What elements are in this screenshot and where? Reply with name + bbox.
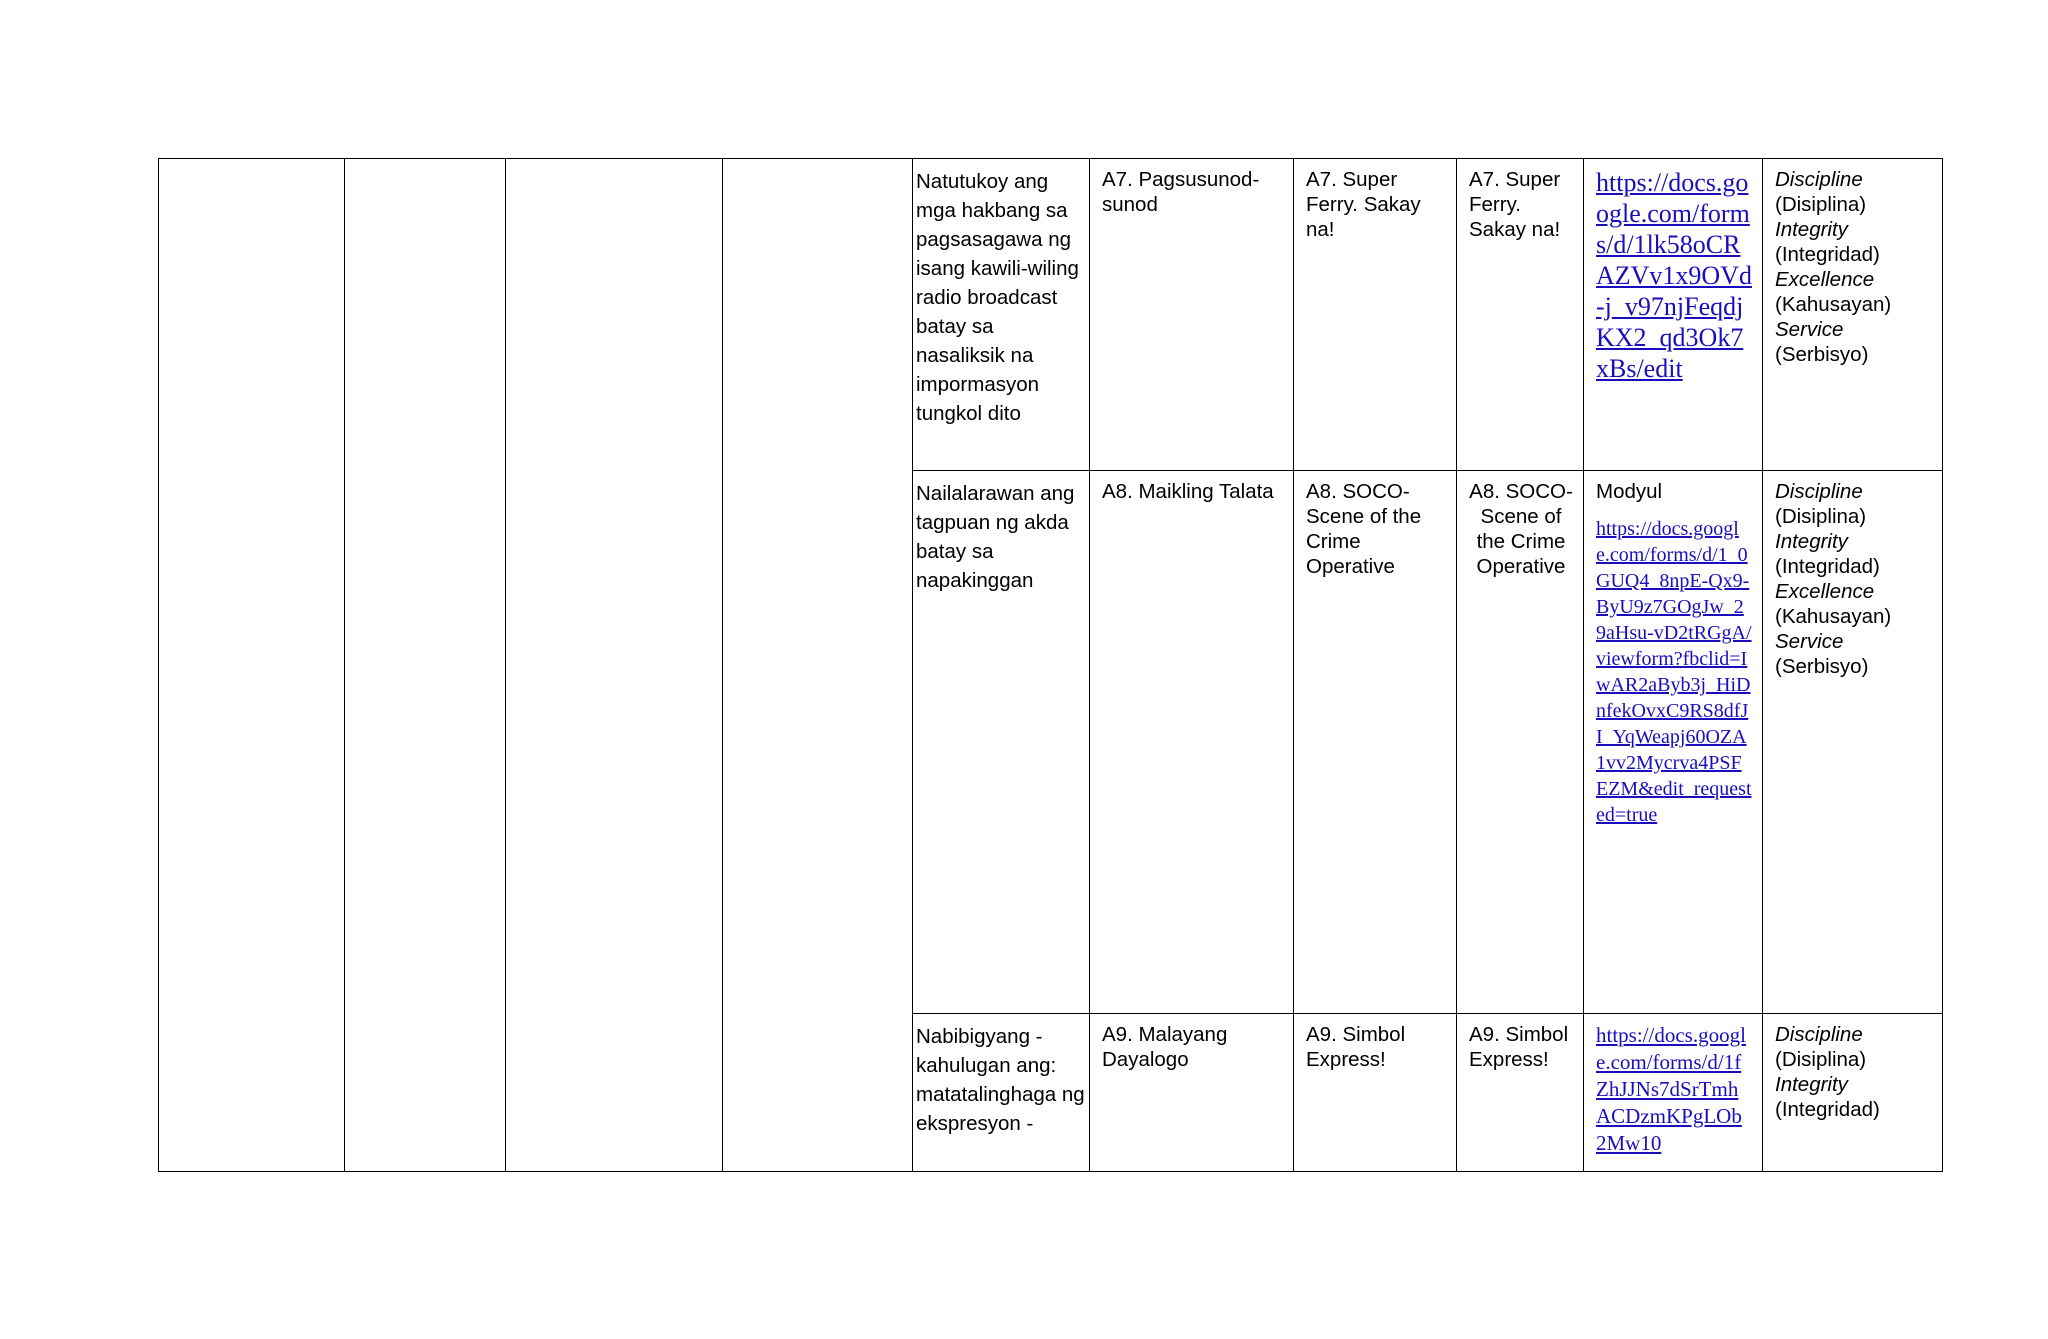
value-fil: (Disiplina): [1775, 1048, 1867, 1071]
value-item: [1775, 629, 1932, 654]
empty-cell-col2: [345, 159, 506, 1172]
value-en: Integrity: [1775, 1073, 1848, 1096]
col7-cell: [1294, 471, 1457, 1014]
col7-cell: [1294, 159, 1457, 471]
col7-text: A9. Simbol Express!: [1306, 1023, 1406, 1071]
resource-link[interactable]: https://docs.google.com/forms/d/1fZhJJNs7dSrTmhACDzmKPgLOb2Mw10: [1596, 1023, 1746, 1155]
col8-cell: [1457, 1014, 1584, 1172]
value-en: Excellence: [1775, 580, 1875, 603]
value-item: [1775, 1072, 1932, 1097]
value-item: [1775, 292, 1932, 317]
col7-text: A7. Super Ferry. Sakay na!: [1306, 168, 1421, 241]
value-item: [1775, 242, 1932, 267]
values-cell: [1763, 159, 1943, 471]
value-item: [1775, 342, 1932, 367]
col8-cell: [1457, 471, 1584, 1014]
value-item: [1775, 192, 1932, 217]
value-item: [1775, 317, 1932, 342]
value-fil: (Disiplina): [1775, 505, 1867, 528]
resource-link[interactable]: https://docs.google.com/forms/d/1_0GUQ4_8npE-Qx9-ByU9z7GOgJw_29aHsu-vD2tRGgA/viewform?fbclid=IwAR2aByb3j_HiDnfekOvxC9RS8dfJI_YqWeapj60OZA1vv2Mycrva4PSFEZM&edit_requested=true: [1596, 518, 1752, 826]
resource-label: Modyul: [1596, 480, 1663, 503]
col8-text: A8. SOCO-Scene of the Crime Operative: [1469, 480, 1573, 578]
table-row: [159, 159, 1943, 471]
value-fil: (Serbisyo): [1775, 343, 1869, 366]
resource-link[interactable]: https://docs.google.com/forms/d/1lk58oCRAZVv1x9OVd-j_v97njFeqdjKX2_qd3Ok7xBs/edit: [1596, 168, 1752, 383]
value-item: [1775, 1047, 1932, 1072]
empty-cell-col3: [506, 159, 723, 1172]
empty-cell-col1: [159, 159, 345, 1172]
value-fil: (Kahusayan): [1775, 293, 1892, 316]
value-item: [1775, 479, 1932, 504]
value-en: Service: [1775, 630, 1844, 653]
objective-cell: [913, 1014, 1090, 1172]
value-en: Integrity: [1775, 530, 1848, 553]
value-item: [1775, 529, 1932, 554]
value-item: [1775, 654, 1932, 679]
value-item: [1775, 554, 1932, 579]
value-item: [1775, 217, 1932, 242]
values-cell: [1763, 1014, 1943, 1172]
value-en: Service: [1775, 318, 1844, 341]
activity-cell: [1090, 1014, 1294, 1172]
value-item: [1775, 504, 1932, 529]
value-fil: (Disiplina): [1775, 193, 1867, 216]
value-item: [1775, 167, 1932, 192]
value-item: [1775, 579, 1932, 604]
lesson-plan-table: [158, 158, 1943, 1172]
objective-text: Nailalarawan ang tagpuan ng akda batay sa napakinggan: [916, 482, 1075, 592]
value-fil: (Integridad): [1775, 1098, 1880, 1121]
resource-cell: [1584, 159, 1763, 471]
col8-text: A9. Simbol Express!: [1469, 1023, 1569, 1071]
activity-cell: [1090, 159, 1294, 471]
value-fil: (Serbisyo): [1775, 655, 1869, 678]
value-en: Integrity: [1775, 218, 1848, 241]
resource-cell: [1584, 1014, 1763, 1172]
values-cell: [1763, 471, 1943, 1014]
value-fil: (Integridad): [1775, 243, 1880, 266]
value-item: [1775, 267, 1932, 292]
value-item: [1775, 604, 1932, 629]
activity-cell: [1090, 471, 1294, 1014]
empty-cell-col4: [723, 159, 913, 1172]
activity-text: A8. Maikling Talata: [1102, 480, 1274, 503]
value-item: [1775, 1097, 1932, 1122]
objective-cell: [913, 471, 1090, 1014]
col8-text: A7. Super Ferry. Sakay na!: [1469, 168, 1561, 241]
value-en: Discipline: [1775, 168, 1863, 191]
objective-text: Natutukoy ang mga hakbang sa pagsasagawa ng isang kawili-wiling radio broadcast batay sa nasaliksik na impormasyon tungkol dito: [916, 170, 1079, 425]
resource-cell: [1584, 471, 1763, 1014]
value-en: Excellence: [1775, 268, 1875, 291]
activity-text: A9. Malayang Dayalogo: [1102, 1023, 1228, 1071]
value-en: Discipline: [1775, 480, 1863, 503]
objective-text: Nabibigyang - kahulugan ang: matatalinghaga ng ekspresyon -: [916, 1025, 1085, 1135]
col7-cell: [1294, 1014, 1457, 1172]
objective-cell: [913, 159, 1090, 471]
col7-text: A8. SOCO-Scene of the Crime Operative: [1306, 480, 1422, 578]
value-fil: (Integridad): [1775, 555, 1880, 578]
activity-text: A7. Pagsusunod-sunod: [1102, 168, 1260, 216]
value-item: [1775, 1022, 1932, 1047]
value-en: Discipline: [1775, 1023, 1863, 1046]
value-fil: (Kahusayan): [1775, 605, 1892, 628]
col8-cell: [1457, 159, 1584, 471]
